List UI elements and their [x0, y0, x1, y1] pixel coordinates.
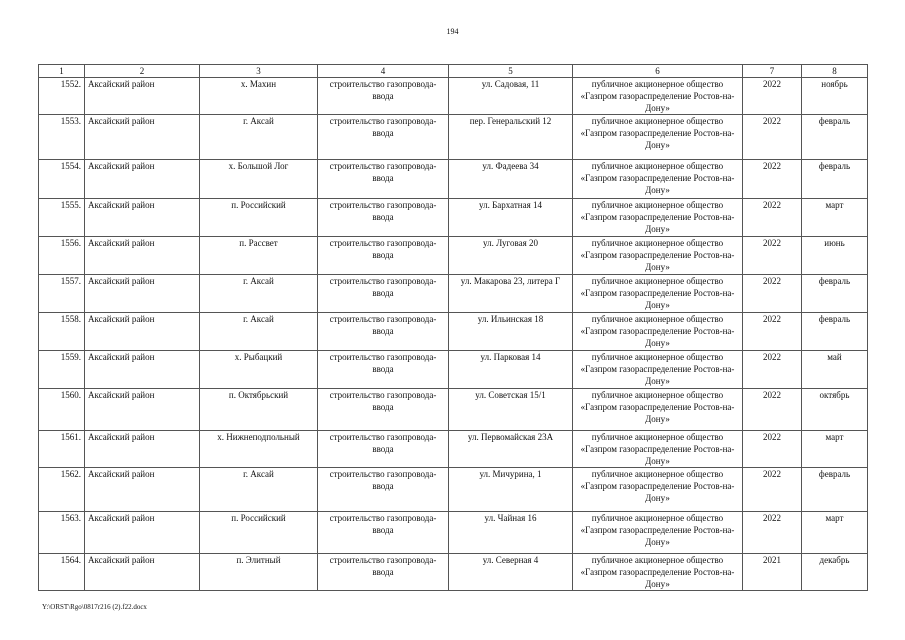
address-cell: ул. Советская 15/1 [449, 389, 573, 431]
year-cell: 2022 [743, 512, 802, 554]
settlement-cell: г. Аксай [200, 313, 318, 351]
settlement-cell: х. Рыбацкий [200, 351, 318, 389]
column-header: 7 [743, 65, 802, 78]
work-type-cell: строительство газопровода-ввода [318, 313, 449, 351]
year-cell: 2022 [743, 160, 802, 199]
district-cell: Аксайский район [85, 313, 200, 351]
row-number: 1562. [39, 468, 85, 512]
district-cell: Аксайский район [85, 512, 200, 554]
work-type-cell: строительство газопровода-ввода [318, 237, 449, 275]
month-cell: май [802, 351, 868, 389]
table-row [39, 512, 868, 554]
settlement-cell: х. Большой Лог [200, 160, 318, 199]
year-cell: 2022 [743, 78, 802, 115]
table-row [39, 313, 868, 351]
organization-cell: публичное акционерное общество «Газпром газораспределение Ростов-на-Дону» [573, 160, 743, 199]
organization-cell: публичное акционерное общество «Газпром газораспределение Ростов-на-Дону» [573, 351, 743, 389]
row-number: 1563. [39, 512, 85, 554]
month-cell: июнь [802, 237, 868, 275]
settlement-cell: г. Аксай [200, 275, 318, 313]
work-type-cell: строительство газопровода-ввода [318, 115, 449, 160]
month-cell: февраль [802, 468, 868, 512]
district-cell: Аксайский район [85, 115, 200, 160]
address-cell: ул. Ильинская 18 [449, 313, 573, 351]
table-row [39, 351, 868, 389]
table-row [39, 237, 868, 275]
address-cell: ул. Северная 4 [449, 554, 573, 591]
table-row [39, 160, 868, 199]
address-cell: ул. Фадеева 34 [449, 160, 573, 199]
year-cell: 2022 [743, 468, 802, 512]
table-row [39, 468, 868, 512]
settlement-cell: п. Российский [200, 199, 318, 237]
work-type-cell: строительство газопровода-ввода [318, 431, 449, 468]
row-number: 1552. [39, 78, 85, 115]
row-number: 1555. [39, 199, 85, 237]
address-cell: ул. Макарова 23, литера Г [449, 275, 573, 313]
month-cell: март [802, 199, 868, 237]
table-row [39, 389, 868, 431]
year-cell: 2022 [743, 275, 802, 313]
header-row [39, 65, 868, 78]
column-header: 4 [318, 65, 449, 78]
address-cell: ул. Садовая, 11 [449, 78, 573, 115]
settlement-cell: п. Рассвет [200, 237, 318, 275]
column-header: 6 [573, 65, 743, 78]
month-cell: ноябрь [802, 78, 868, 115]
row-number: 1560. [39, 389, 85, 431]
organization-cell: публичное акционерное общество «Газпром газораспределение Ростов-на-Дону» [573, 275, 743, 313]
organization-cell: публичное акционерное общество «Газпром газораспределение Ростов-на-Дону» [573, 431, 743, 468]
row-number: 1553. [39, 115, 85, 160]
district-cell: Аксайский район [85, 351, 200, 389]
district-cell: Аксайский район [85, 160, 200, 199]
table-row [39, 78, 868, 115]
row-number: 1554. [39, 160, 85, 199]
column-header: 8 [802, 65, 868, 78]
address-cell: пер. Генеральский 12 [449, 115, 573, 160]
row-number: 1557. [39, 275, 85, 313]
year-cell: 2022 [743, 351, 802, 389]
district-cell: Аксайский район [85, 431, 200, 468]
address-cell: ул. Парковая 14 [449, 351, 573, 389]
address-cell: ул. Луговая 20 [449, 237, 573, 275]
district-cell: Аксайский район [85, 275, 200, 313]
work-type-cell: строительство газопровода-ввода [318, 275, 449, 313]
row-number: 1559. [39, 351, 85, 389]
settlement-cell: г. Аксай [200, 115, 318, 160]
work-type-cell: строительство газопровода-ввода [318, 199, 449, 237]
table-row [39, 199, 868, 237]
year-cell: 2022 [743, 115, 802, 160]
organization-cell: публичное акционерное общество «Газпром газораспределение Ростов-на-Дону» [573, 115, 743, 160]
district-cell: Аксайский район [85, 78, 200, 115]
organization-cell: публичное акционерное общество «Газпром газораспределение Ростов-на-Дону» [573, 237, 743, 275]
row-number: 1561. [39, 431, 85, 468]
year-cell: 2022 [743, 389, 802, 431]
work-type-cell: строительство газопровода-ввода [318, 468, 449, 512]
organization-cell: публичное акционерное общество «Газпром газораспределение Ростов-на-Дону» [573, 554, 743, 591]
work-type-cell: строительство газопровода-ввода [318, 512, 449, 554]
settlement-cell: п. Элитный [200, 554, 318, 591]
month-cell: март [802, 431, 868, 468]
year-cell: 2022 [743, 237, 802, 275]
district-cell: Аксайский район [85, 237, 200, 275]
row-number: 1556. [39, 237, 85, 275]
table-row [39, 275, 868, 313]
settlement-cell: х. Нижнеподпольный [200, 431, 318, 468]
district-cell: Аксайский район [85, 554, 200, 591]
page-number: 194 [446, 27, 459, 36]
month-cell: февраль [802, 313, 868, 351]
column-header: 1 [39, 65, 85, 78]
column-header: 5 [449, 65, 573, 78]
organization-cell: публичное акционерное общество «Газпром газораспределение Ростов-на-Дону» [573, 512, 743, 554]
year-cell: 2021 [743, 554, 802, 591]
table-row [39, 115, 868, 160]
settlement-cell: п. Российский [200, 512, 318, 554]
year-cell: 2022 [743, 199, 802, 237]
organization-cell: публичное акционерное общество «Газпром газораспределение Ростов-на-Дону» [573, 199, 743, 237]
work-type-cell: строительство газопровода-ввода [318, 351, 449, 389]
work-type-cell: строительство газопровода-ввода [318, 389, 449, 431]
year-cell: 2022 [743, 431, 802, 468]
address-cell: ул. Бархатная 14 [449, 199, 573, 237]
organization-cell: публичное акционерное общество «Газпром газораспределение Ростов-на-Дону» [573, 313, 743, 351]
month-cell: февраль [802, 160, 868, 199]
month-cell: март [802, 512, 868, 554]
settlement-cell: х. Махин [200, 78, 318, 115]
table-row [39, 431, 868, 468]
document-path: Y:\ORST\Rgo\0817r216 (2).f22.docx [42, 603, 147, 611]
address-cell: ул. Первомайская 23А [449, 431, 573, 468]
organization-cell: публичное акционерное общество «Газпром газораспределение Ростов-на-Дону» [573, 78, 743, 115]
row-number: 1564. [39, 554, 85, 591]
year-cell: 2022 [743, 313, 802, 351]
row-number: 1558. [39, 313, 85, 351]
month-cell: декабрь [802, 554, 868, 591]
organization-cell: публичное акционерное общество «Газпром газораспределение Ростов-на-Дону» [573, 468, 743, 512]
address-cell: ул. Мичурина, 1 [449, 468, 573, 512]
settlement-cell: г. Аксай [200, 468, 318, 512]
work-type-cell: строительство газопровода-ввода [318, 554, 449, 591]
settlement-cell: п. Октябрьский [200, 389, 318, 431]
column-header: 2 [85, 65, 200, 78]
address-cell: ул. Чайная 16 [449, 512, 573, 554]
district-cell: Аксайский район [85, 199, 200, 237]
work-type-cell: строительство газопровода-ввода [318, 160, 449, 199]
month-cell: октябрь [802, 389, 868, 431]
month-cell: февраль [802, 275, 868, 313]
month-cell: февраль [802, 115, 868, 160]
column-header: 3 [200, 65, 318, 78]
data-table [38, 64, 868, 591]
district-cell: Аксайский район [85, 468, 200, 512]
table-row [39, 554, 868, 591]
work-type-cell: строительство газопровода-ввода [318, 78, 449, 115]
district-cell: Аксайский район [85, 389, 200, 431]
organization-cell: публичное акционерное общество «Газпром газораспределение Ростов-на-Дону» [573, 389, 743, 431]
